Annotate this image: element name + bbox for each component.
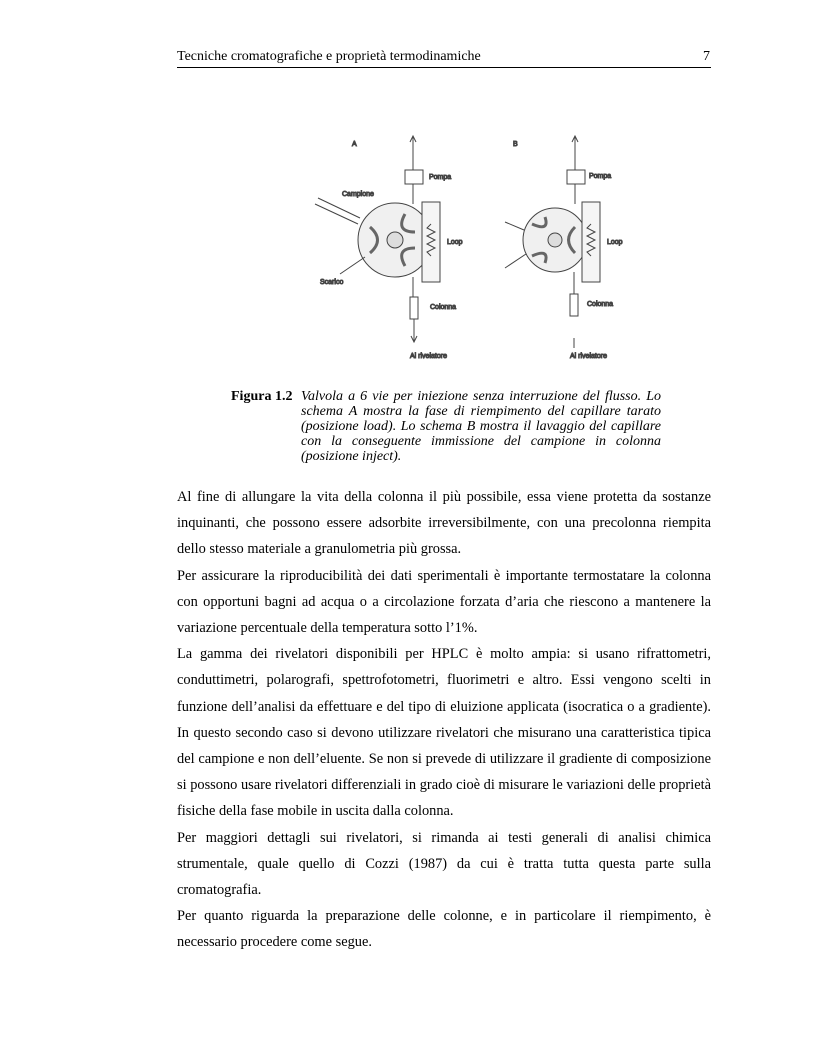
pump-box-b <box>567 170 585 184</box>
body-text <box>177 484 711 956</box>
valve-rotor-a <box>387 232 403 248</box>
valve-figure <box>300 132 670 367</box>
label-rivelatore-b: Al rivelatore <box>570 353 607 360</box>
label-rivelatore-a: Al rivelatore <box>410 353 447 360</box>
column-b <box>570 294 578 316</box>
six-port-valve-diagram <box>300 132 670 367</box>
column-a <box>410 297 418 319</box>
schema-a-label: A <box>352 141 357 148</box>
label-colonna-a: Colonna <box>430 304 457 311</box>
label-pompa-b: Pompa <box>589 173 612 180</box>
label-scarico-a: Scarico <box>320 279 344 286</box>
paragraph: Per quanto riguarda la preparazione delle colonne, e in particolare il riempimento, è necessario procedere come segue. <box>177 908 711 951</box>
label-loop-a: Loop <box>447 239 463 246</box>
paragraph: La gamma dei rivelatori disponibili per HPLC è molto ampia: si usano rifrattometri, conduttimetri, polarografi, spettrofotometri, fluorimetri e altro. Essi vengono scelti in funzione dell’analisi da effettuare e del tipo di eluizione applicata (isocratica o a gradiente). In questo secondo caso si devono utilizzare rivelatori che misurano una caratteristica tipica del campione e non dell’eluente. Se non si prevede di utilizzare il gradiente di composizione si possono usare rivelatori differenziali in grado cioè di misurare le variazioni delle proprietà fisiche della fase mobile in uscita dalla colonna. <box>177 646 711 820</box>
schema-b-label: B <box>513 141 518 148</box>
schema-b <box>505 136 623 360</box>
label-colonna-b: Colonna <box>587 301 614 308</box>
label-loop-b: Loop <box>607 239 623 246</box>
page-number: 7 <box>703 49 710 64</box>
label-pompa-a: Pompa <box>429 174 452 181</box>
pump-box-a <box>405 170 423 184</box>
paragraph: Al fine di allungare la vita della colonna il più possibile, essa viene protetta da sostanze inquinanti, che possono essere adsorbite irreversibilmente, con una precolonna riempita dello stesso materiale a granulometria più grossa. <box>177 489 711 558</box>
valve-rotor-b <box>548 233 562 247</box>
running-title: Tecniche cromatografiche e proprietà termodinamiche <box>177 49 481 64</box>
caption-text: Valvola a 6 vie per iniezione senza interruzione del flusso. Lo schema A mostra la fase di riempimento del capillare tarato (posizione load). Lo schema B mostra il lavaggio del capillare con la conseguente immissione del campione in colonna (posizione inject). <box>301 389 661 464</box>
paragraph: Per maggiori dettagli sui rivelatori, si rimanda ai testi generali di analisi chimica strumentale, quale quello di Cozzi (1987) da cui è tratta tutta questa parte sulla cromatografia. <box>177 829 711 899</box>
paragraph: Per assicurare la riproducibilità dei dati sperimentali è importante termostatare la colonna con opportuni bagni ad acqua o a circolazione forzata d’aria che riescono a mantenere la variazione percentuale della temperatura sotto l’1%. <box>177 567 711 637</box>
label-campione-a: Campione <box>342 191 374 198</box>
page-header <box>177 49 711 68</box>
caption-label: Figura 1.2 <box>231 389 293 404</box>
schema-a <box>315 136 463 360</box>
